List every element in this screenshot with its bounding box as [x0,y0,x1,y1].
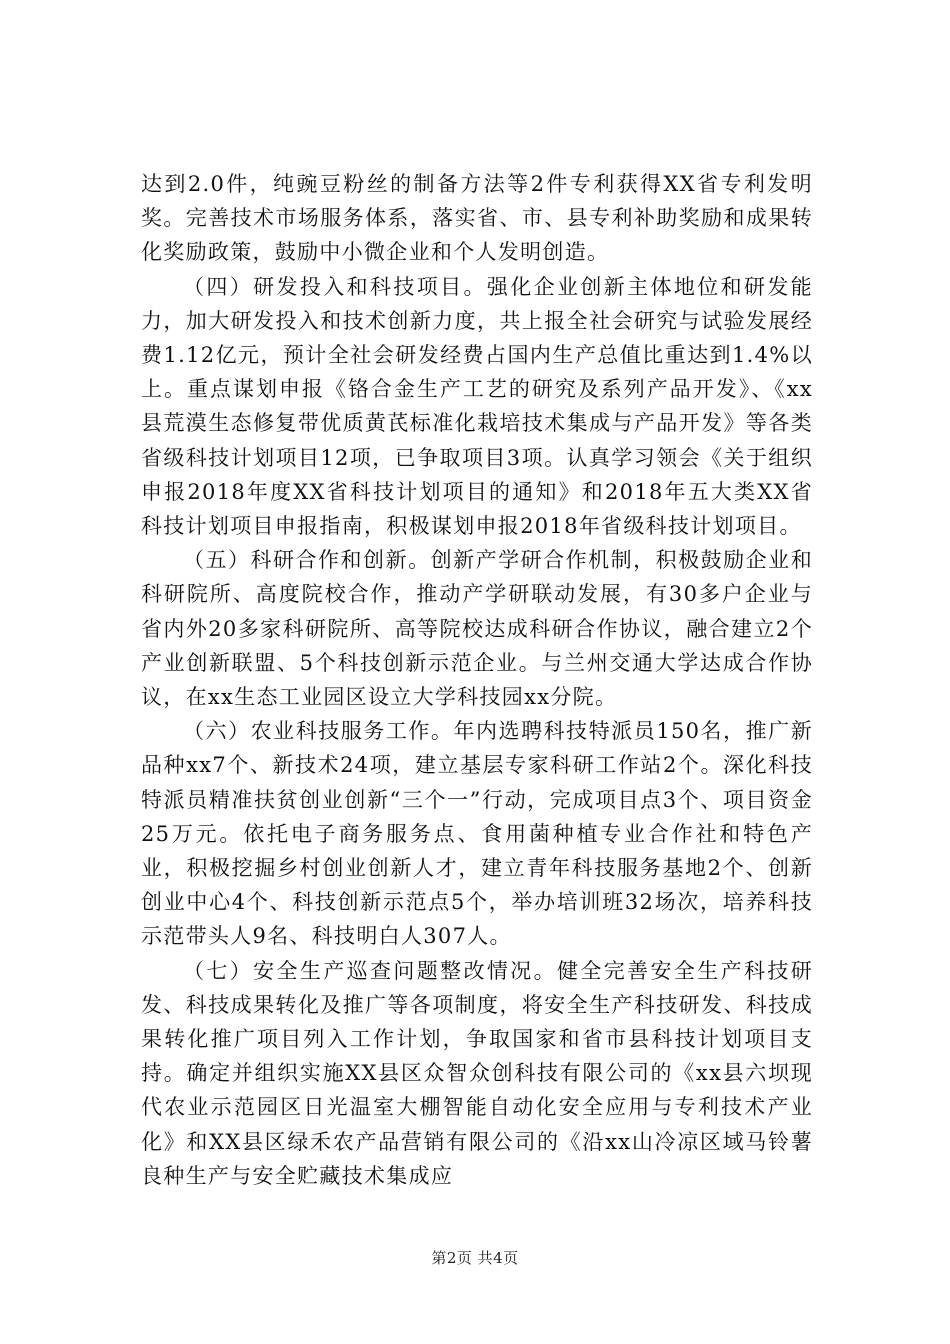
paragraph-1: 达到2.0件，纯豌豆粉丝的制备方法等2件专利获得XX省专利发明奖。完善技术市场服务体系，落实省、市、县专利补助奖励和成果转化奖励政策，鼓励中小微企业和个人发明创造。 [141,172,813,265]
paragraph-4: （六）农业科技服务工作。年内选聘科技特派员150名，推广新品种xx7个、新技术24项，建立基层专家科研工作站2个。深化科技特派员精准扶贫创业创新“三个一”行动，完成项目点3个、项目资金25万元。依托电子商务服务点、食用菌种植专业合作社和特色产业，积极挖掘乡村创业创新人才，建立青年科技服务基地2个、创新创业中心4个、科技创新示范点5个，举办培训班32场次，培养科技示范带头人9名、科技明白人307人。 [141,719,813,949]
document-body [141,167,813,1193]
paragraph-3: （五）科研合作和创新。创新产学研合作机制，积极鼓励企业和科研院所、高度院校合作，推动产学研联动发展，有30多户企业与省内外20多家科研院所、高等院校达成科研合作协议，融合建立2个产业创新联盟、5个科技创新示范企业。与兰州交通大学达成合作协议，在xx生态工业园区设立大学科技园xx分院。 [141,548,813,710]
page-footer: 第2页 共4页 [431,1249,519,1267]
paragraph-2: （四）研发投入和科技项目。强化企业创新主体地位和研发能力，加大研发投入和技术创新力度，共上报全社会研究与试验发展经费1.12亿元，预计全社会研发经费占国内生产总值比重达到1.4%以上。重点谋划申报《铬合金生产工艺的研究及系列产品开发》、《xx县荒漠生态修复带优质黄芪标准化栽培技术集成与产品开发》等各类省级科技计划项目12项，已争取项目3项。认真学习领会《关于组织申报2018年度XX省科技计划项目的通知》和2018年五大类XX省科技计划项目申报指南，积极谋划申报2018年省级科技计划项目。 [141,274,813,539]
paragraph-5: （七）安全生产巡查问题整改情况。健全完善安全生产科技研发、科技成果转化及推广等各项制度，将安全生产科技研发、科技成果转化推广项目列入工作计划，争取国家和省市县科技计划项目支持。确定并组织实施XX县区众智众创科技有限公司的《xx县六坝现代农业示范园区日光温室大棚智能自动化安全应用与专利技术产业化》和XX县区绿禾农产品营销有限公司的《沿xx山冷凉区域马铃薯良种生产与安全贮藏技术集成应 [141,958,813,1188]
